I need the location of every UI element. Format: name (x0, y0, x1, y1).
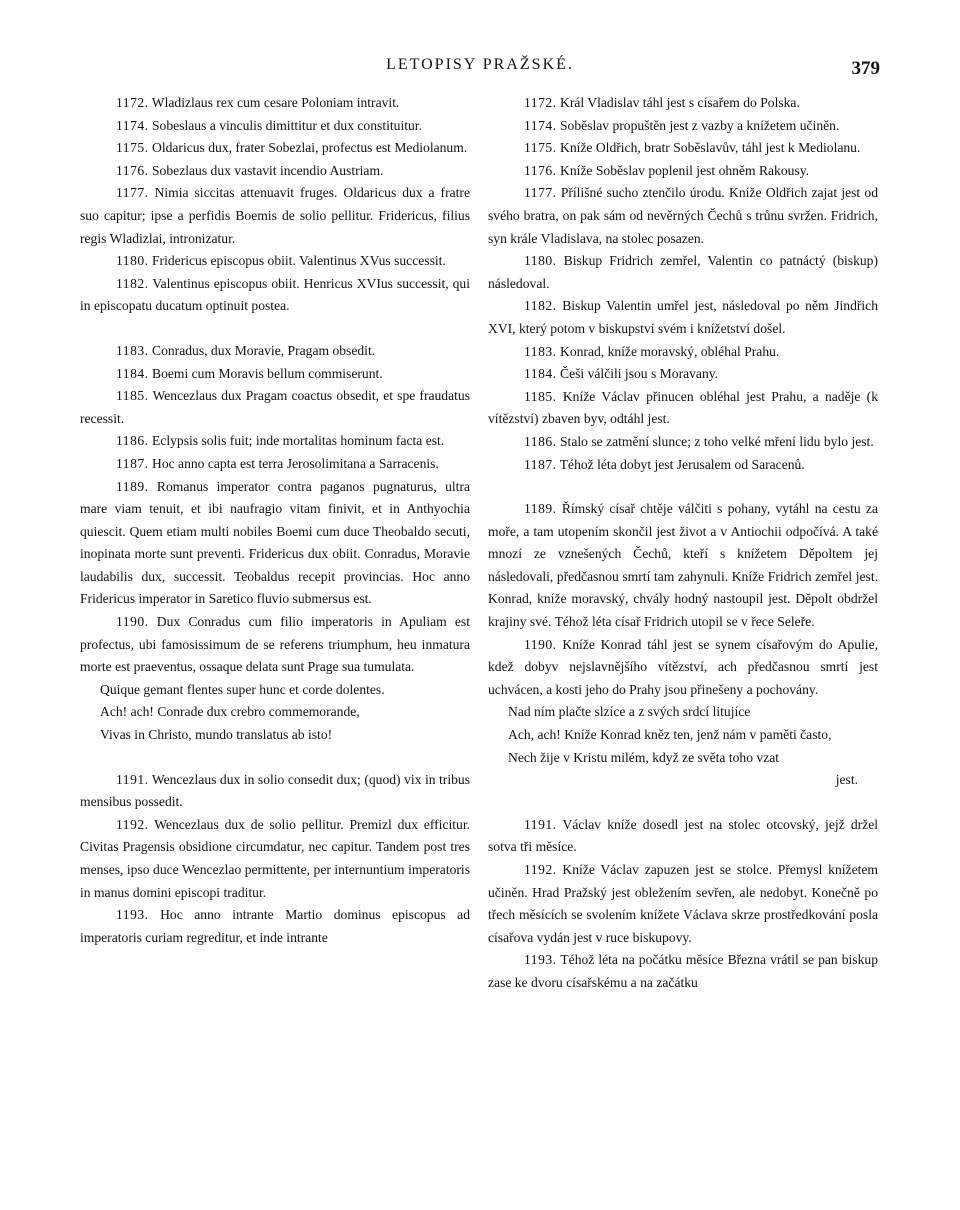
entry-year: 1184. (116, 365, 149, 381)
entry-year: 1176. (524, 162, 557, 178)
annal-entry (80, 160, 470, 183)
czech-column (488, 92, 878, 995)
entry-year: 1172. (524, 95, 557, 110)
entry-text: Biskup Valentin umřel jest, následoval po něm Jindřich XVI, který potom v biskupství svém i knížetství došel. (488, 298, 878, 336)
annal-entry (488, 160, 878, 183)
verse-line: jest. (835, 772, 858, 788)
annal-entry (80, 182, 470, 250)
entry-text: Wladizlaus rex cum cesare Poloniam intravit. (151, 95, 400, 110)
entry-year: 1172. (116, 95, 149, 110)
entry-year: 1176. (116, 162, 149, 178)
annal-entry (488, 814, 878, 859)
annal-entry (80, 137, 470, 160)
entry-text: Sobezlaus dux vastavit incendio Austriam. (152, 162, 384, 178)
entry-year: 1174. (524, 117, 557, 133)
entry-text: Biskup Fridrich zemřel, Valentin co patnáctý (biskup) následoval. (488, 253, 879, 291)
entry-year: 1185. (116, 388, 149, 404)
entry-text: Kníže Václav přinucen obléhal jest Prahu, a naděje (k vítězství) zbaven byv, odtáhl jest. (488, 388, 878, 427)
entry-year: 1182. (116, 275, 149, 291)
entry-text: Přílišné sucho ztenčilo úrodu. Kníže Oldřich zajat jest od svého bratra, on pak sám od nevěrných Čechů s trůnu svržen. Fridrich, syn krále Vladislava, na stolec posazen. (488, 185, 878, 246)
annal-entry (488, 431, 878, 454)
entry-text: Václav kníže dosedl jest na stolec otcovský, jejž držel sotva tři měsíce. (488, 816, 879, 855)
entry-text: Valentinus episcopus obiit. Henricus XVIus successit, qui in episcopatu ducatum optinuit postea. (80, 275, 471, 314)
entry-text: Fridericus episcopus obiit. Valentinus XVus successit. (152, 253, 446, 269)
entry-year: 1180. (116, 253, 149, 269)
verse-line: Ach! ach! Conrade dux crebro commemorande, (100, 704, 360, 720)
annal-entry (80, 250, 470, 273)
entry-year: 1193. (524, 952, 557, 968)
entry-text: Wencezlaus dux Pragam coactus obsedit, et spe fraudatus recessit. (80, 388, 471, 426)
annal-entry (488, 182, 878, 250)
entry-year: 1185. (524, 388, 557, 404)
annal-entry (488, 295, 878, 340)
annal-entry (80, 430, 470, 453)
annal-entry (80, 611, 470, 679)
entry-text: Nimia siccitas attenuavit fruges. Oldaricus dux a fratre suo capitur; ipse a perfidis Boemis de solio pellitur. Fridericus, filius regis Wladizlai, intronizatur. (80, 185, 470, 246)
annal-entry (488, 363, 878, 386)
entry-text: Wencezlaus dux de solio pellitur. Premizl dux efficitur. Civitas Pragensis obsidione circumdatur, nec capitur. Tandem post tres menses, ipso duce Wencezlao permittente, per internuntium imperatoris in manus domini episcopi traditur. (80, 816, 470, 900)
annal-entry (488, 949, 878, 994)
entry-text: Konrad, kníže moravský, obléhal Prahu. (560, 343, 780, 359)
entry-text: Dux Conradus cum filio imperatoris in Apuliam est profectus, ubi famosissimum de se referens triumphum, heu inmatura morte est praeventus, ossaque delata sunt Prage sua tumulata. (80, 614, 470, 675)
entry-text: Král Vladislav táhl jest s císařem do Polska. (560, 95, 800, 110)
annal-entry (80, 92, 470, 115)
verse-line: Ach, ach! Kníže Konrad kněz ten, jenž nám v paměti často, (508, 727, 832, 743)
annal-entry (488, 498, 878, 634)
entry-text: Kníže Oldřich, bratr Soběslavův, táhl jest k Mediolanu. (560, 140, 861, 156)
annal-entry (80, 769, 470, 814)
annal-entry (488, 115, 878, 138)
annal-entry (488, 386, 878, 431)
annal-entry (80, 385, 470, 430)
entry-text: Boemi cum Moravis bellum commiserunt. (152, 365, 383, 381)
entry-text: Téhož léta na počátku měsíce Března vrátil se pan biskup zase ke dvoru císařskému a na začátku (488, 952, 878, 990)
entry-year: 1186. (524, 433, 557, 449)
entry-year: 1182. (524, 298, 557, 314)
annal-entry (80, 363, 470, 386)
annal-entry (80, 340, 470, 363)
entry-year: 1174. (116, 117, 149, 133)
entry-text: Hoc anno capta est terra Jerosolimitana a Sarracenis. (152, 455, 439, 471)
page-number: 379 (851, 58, 880, 79)
entry-year: 1184. (524, 366, 557, 382)
entry-year: 1189. (116, 478, 149, 494)
annal-entry (488, 341, 878, 364)
entry-text: Romanus imperator contra paganos pugnaturus, ultra mare viam tenuit, et ibi naufragio vitam finivit, et in Anthyochia quiescit. Quem etiam multi nobiles Boemi cum duce Theobaldo secuti, inopinata morte sunt preventi. Fridericus dux obiit. Conradus, Moravie laudabilis dux, successit. Teobaldus recepit provincias. Hoc anno Fridericus imperator in Saretico fluvio submersus est. (80, 478, 470, 607)
entry-year: 1187. (524, 456, 557, 472)
entry-text: Téhož léta dobyt jest Jerusalem od Saracenů. (559, 456, 805, 472)
entry-year: 1180. (524, 253, 557, 269)
entry-year: 1175. (524, 140, 557, 156)
annal-entry (488, 859, 878, 949)
annal-entry (488, 92, 878, 115)
entry-text: Římský císař chtěje válčiti s pohany, vytáhl na cestu za moře, a tam utopením skončil jest život a v Antiochii odpočívá. A také mnozí ze vznešených Čechů, kteří s knížetem Děpoltem jej následovali, předčasnou smrtí tam zahynuli. Kníže Fridrich zemřel jest. Konrad, kníže moravský, chvály hodný nastoupil jest. Děpolt obdržel krajiny své. Téhož léta císař Fridrich utopil se v řece Seleře. (488, 501, 878, 630)
annal-entry (488, 634, 878, 702)
entry-text: Eclypsis solis fuit; inde mortalitas hominum facta est. (152, 433, 445, 449)
annal-entry (488, 250, 878, 295)
entry-text: Češi válčili jsou s Moravany. (560, 366, 719, 382)
annal-entry (80, 814, 470, 904)
annal-entry (488, 454, 878, 477)
entry-year: 1183. (116, 342, 149, 358)
latin-column (80, 92, 470, 949)
annal-entry (80, 273, 470, 318)
entry-text: Sobeslaus a vinculis dimittitur et dux constituitur. (152, 117, 422, 133)
annal-entry (80, 453, 470, 476)
verse-line: Nad ním plačte slzíce a z svých srdcí litujíce (508, 704, 751, 720)
entry-year: 1191. (524, 816, 557, 832)
entry-year: 1177. (524, 185, 557, 201)
annal-entry (80, 476, 470, 612)
entry-year: 1190. (116, 614, 149, 630)
annal-entry (80, 904, 470, 949)
entry-year: 1175. (116, 140, 149, 156)
entry-text: Soběslav propuštěn jest z vazby a knížetem učiněn. (560, 117, 840, 133)
annal-entry (488, 137, 878, 160)
annal-entry (80, 115, 470, 138)
entry-year: 1190. (524, 636, 557, 652)
entry-text: Kníže Václav zapuzen jest se stolce. Přemysl knížetem učiněn. Hrad Pražský jest obležením sevřen, ale nedobyt. Konečně po třech měsících se svolením knížete Václava skrze prostředkování posla císařova vydán jest v ruce biskupovy. (488, 862, 878, 945)
entry-year: 1189. (524, 501, 557, 517)
verse-line: Vivas in Christo, mundo translatus ab isto! (100, 727, 333, 743)
verse-line: Quique gemant flentes super hunc et corde dolentes. (100, 681, 385, 697)
entry-year: 1186. (116, 433, 149, 449)
entry-year: 1183. (524, 343, 557, 359)
entry-text: Kníže Soběslav poplenil jest ohněm Rakousy. (560, 162, 810, 178)
entry-year: 1192. (116, 816, 149, 832)
entry-year: 1193. (116, 907, 149, 923)
entry-text: Wencezlaus dux in solio consedit dux; (quod) vix in tribus mensibus possedit. (80, 771, 470, 810)
entry-year: 1177. (116, 185, 149, 201)
entry-text: Conradus, dux Moravie, Pragam obsedit. (152, 342, 376, 358)
verse-line: Nech žije v Kristu milém, když ze světa toho vzat (508, 749, 780, 765)
entry-year: 1192. (524, 862, 557, 877)
entry-text: Oldaricus dux, frater Sobezlai, profectus est Mediolanum. (152, 140, 468, 156)
page-title: LETOPISY PRAŽSKÉ. (386, 56, 574, 73)
entry-text: Stalo se zatmění slunce; z toho velké mření lidu bylo jest. (560, 433, 874, 449)
entry-year: 1187. (116, 455, 149, 471)
entry-text: Hoc anno intrante Martio dominus episcopus ad imperatoris curiam regreditur, et inde intrante (80, 907, 471, 945)
entry-year: 1191. (116, 771, 149, 787)
entry-text: Kníže Konrad táhl jest se synem císařovým do Apulie, kdež dobyv nejslavnějšího vítězství, ach předčasnou smrtí jest uchvácen, a kosti jeho do Prahy jsou přinešeny a pochovány. (488, 636, 878, 697)
